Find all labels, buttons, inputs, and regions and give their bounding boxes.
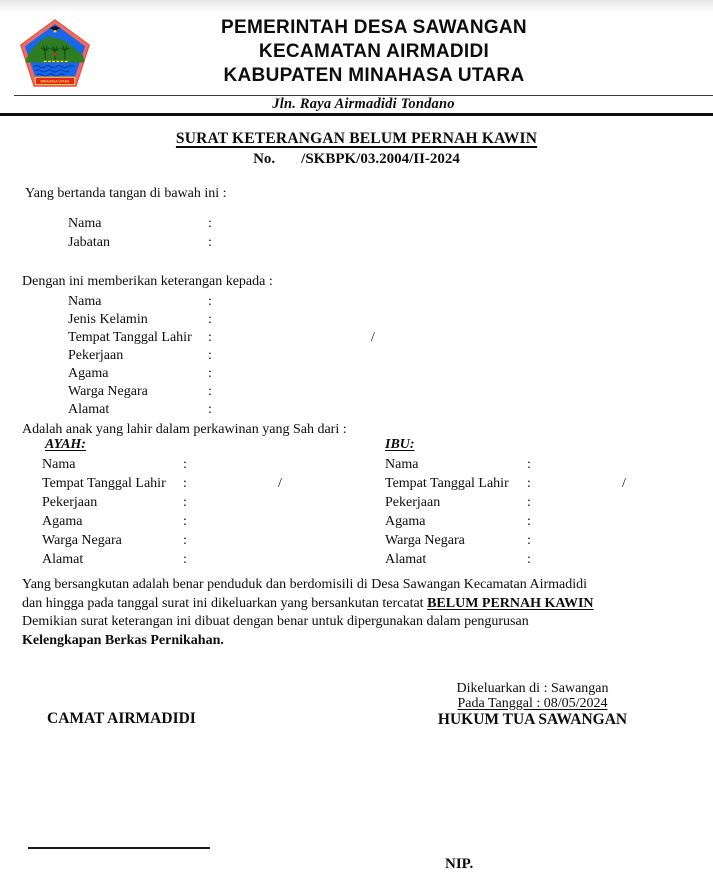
letterhead-line-2: KECAMATAN AIRMADIDI <box>258 41 490 62</box>
field-row <box>42 552 187 571</box>
nip-label: NIP. <box>445 856 474 872</box>
never-married-statement: BELUM PERNAH KAWIN <box>427 595 594 611</box>
field-colon: : <box>183 476 187 491</box>
field-label: Jenis Kelamin <box>68 312 148 327</box>
field-label: Alamat <box>385 552 427 567</box>
mother-heading: IBU: <box>385 437 415 452</box>
field-row <box>68 312 212 330</box>
closing-paragraph <box>22 576 698 650</box>
field-label: Agama <box>385 514 426 529</box>
field-row <box>42 457 187 476</box>
field-label: Tempat Tanggal Lahir <box>42 476 166 491</box>
field-colon: : <box>208 235 212 250</box>
field-colon: : <box>183 495 187 510</box>
letterhead <box>36 16 712 88</box>
field-row <box>68 402 212 420</box>
page-top-shadow <box>0 0 713 13</box>
field-row <box>42 514 187 533</box>
mother-fields <box>385 457 626 571</box>
field-colon: : <box>208 348 212 363</box>
letterhead-divider-thick <box>0 113 713 116</box>
field-label: Nama <box>68 216 102 231</box>
left-signatory-title: CAMAT AIRMADIDI <box>47 710 196 727</box>
issuance-block <box>425 682 640 728</box>
letter-number-label: No. <box>253 151 276 167</box>
field-row <box>68 366 212 384</box>
field-colon: : <box>527 533 531 548</box>
field-label: Pekerjaan <box>68 348 124 363</box>
field-row <box>385 495 531 514</box>
letter-number-line <box>0 150 713 169</box>
field-colon: : <box>208 402 212 417</box>
parents-opening: Adalah anak yang lahir dalam perkawinan yang Sah dari : <box>22 422 347 437</box>
field-colon: : <box>527 495 531 510</box>
field-row <box>385 552 531 571</box>
field-row <box>385 457 531 476</box>
field-row <box>385 514 531 533</box>
field-label: Agama <box>68 366 109 381</box>
letter-title: SURAT KETERANGAN BELUM PERNAH KAWIN <box>175 130 538 147</box>
letter-title-block <box>0 129 713 169</box>
field-row <box>68 330 375 348</box>
letterhead-line-1: PEMERINTAH DESA SAWANGAN <box>221 17 527 38</box>
field-row <box>42 476 282 495</box>
letter-number-value: /SKBPK/03.2004/II-2024 <box>301 151 460 167</box>
closing-line-1: Yang bersangkutan adalah benar penduduk dan berdomisili di Desa Sawangan Kecamatan Airmadidi <box>22 577 588 592</box>
field-colon: : <box>208 330 212 345</box>
issued-date: Pada Tanggal : 08/05/2024 <box>457 695 608 711</box>
letterhead-address: Jln. Raya Airmadidi Tondano <box>272 96 455 112</box>
field-colon: : <box>527 476 531 491</box>
field-label: Alamat <box>42 552 84 567</box>
right-signatory-title: HUKUM TUA SAWANGAN <box>437 711 628 728</box>
father-heading: AYAH: <box>45 437 86 452</box>
closing-line-2-text: dan hingga pada tanggal surat ini dikeluarkan yang bersankutan tercatat <box>22 595 428 611</box>
field-colon: : <box>527 514 531 529</box>
crest-banner-text: MINAHASA UTARA <box>40 79 70 84</box>
subject-fields <box>68 294 375 420</box>
issued-at: Dikeluarkan di : Sawangan <box>456 681 609 696</box>
field-label: Tempat Tanggal Lahir <box>68 330 192 345</box>
subject-opening: Dengan ini memberikan keterangan kepada : <box>22 274 273 289</box>
field-colon: : <box>208 384 212 399</box>
field-row <box>42 533 187 552</box>
field-colon: : <box>527 552 531 567</box>
field-colon: : <box>183 552 187 567</box>
field-colon: : <box>527 457 531 472</box>
field-slash: / <box>278 476 282 491</box>
field-colon: : <box>208 312 212 327</box>
closing-line-2 <box>22 595 698 614</box>
signature-line <box>28 847 210 849</box>
field-row <box>68 216 212 235</box>
field-row <box>385 476 626 495</box>
field-colon: : <box>183 533 187 548</box>
field-label: Warga Negara <box>68 384 148 399</box>
field-row <box>42 495 187 514</box>
closing-line-4: Kelengkapan Berkas Pernikahan. <box>22 632 224 648</box>
field-slash: / <box>371 330 375 345</box>
field-label: Jabatan <box>68 235 110 250</box>
field-label: Warga Negara <box>385 533 465 548</box>
field-row <box>68 294 212 312</box>
field-label: Nama <box>42 457 76 472</box>
field-slash: / <box>622 476 626 491</box>
field-colon: : <box>208 294 212 309</box>
field-label: Alamat <box>68 402 110 417</box>
field-colon: : <box>208 366 212 381</box>
field-label: Pekerjaan <box>42 495 98 510</box>
field-label: Nama <box>68 294 102 309</box>
field-row <box>68 348 212 366</box>
intro-opening: Yang bertanda tangan di bawah ini : <box>25 186 227 201</box>
field-row <box>68 384 212 402</box>
father-fields <box>42 457 282 571</box>
field-label: Pekerjaan <box>385 495 441 510</box>
field-colon: : <box>208 216 212 231</box>
field-label: Tempat Tanggal Lahir <box>385 476 509 491</box>
field-colon: : <box>183 457 187 472</box>
field-colon: : <box>183 514 187 529</box>
closing-line-3: Demikian surat keterangan ini dibuat dengan benar untuk dipergunakan dalam pengurusan <box>22 614 529 629</box>
intro-fields <box>68 216 212 254</box>
field-row <box>68 235 212 254</box>
field-row <box>385 533 531 552</box>
letterhead-line-3: KABUPATEN MINAHASA UTARA <box>223 65 525 86</box>
field-label: Nama <box>385 457 419 472</box>
field-label: Agama <box>42 514 83 529</box>
field-label: Warga Negara <box>42 533 122 548</box>
